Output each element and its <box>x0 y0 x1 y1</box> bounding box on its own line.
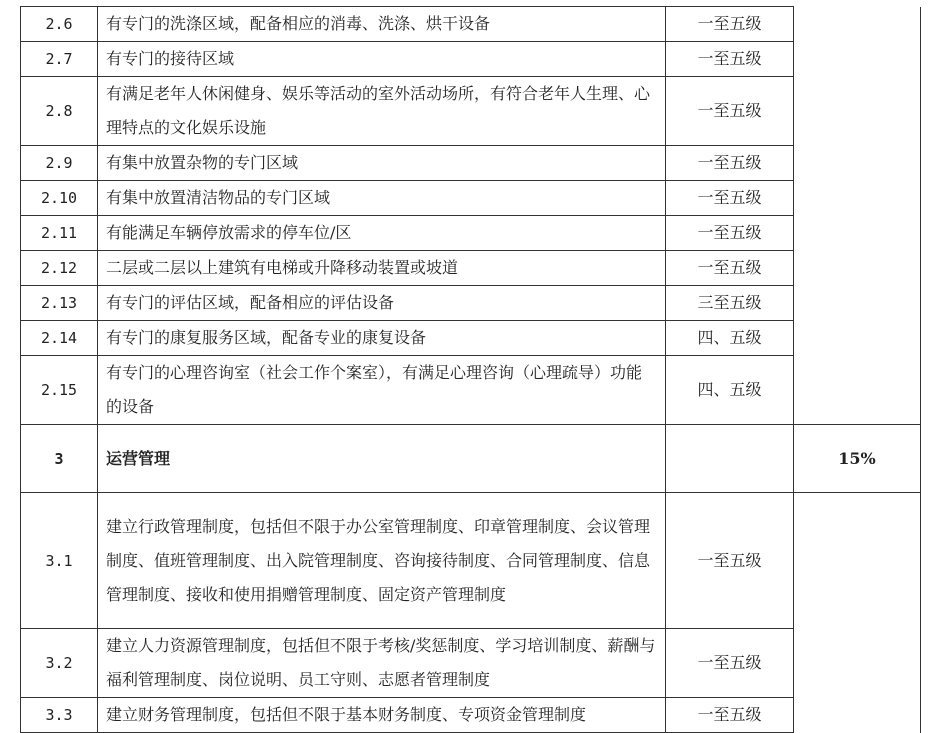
table-row <box>21 146 921 181</box>
section-row <box>21 425 921 493</box>
item-description: 建立财务管理制度，包括但不限于基本财务制度、专项资金管理制度 <box>98 698 666 733</box>
table-row <box>21 321 921 356</box>
item-number: 2.11 <box>21 216 98 251</box>
item-description: 二层或二层以上建筑有电梯或升降移动装置或坡道 <box>98 251 666 286</box>
table-row <box>21 7 921 42</box>
item-level: 一至五级 <box>666 629 794 698</box>
table-row <box>21 493 921 629</box>
item-number: 2.10 <box>21 181 98 216</box>
section-title: 运营管理 <box>98 425 666 493</box>
table-row <box>21 286 921 321</box>
item-description: 建立人力资源管理制度，包括但不限于考核/奖惩制度、学习培训制度、薪酬与福利管理制度、岗位说明、员工守则、志愿者管理制度 <box>98 629 666 698</box>
item-level: 一至五级 <box>666 216 794 251</box>
item-level: 四、五级 <box>666 356 794 425</box>
item-number: 2.8 <box>21 77 98 146</box>
table-row <box>21 77 921 146</box>
item-description: 有能满足车辆停放需求的停车位/区 <box>98 216 666 251</box>
table-row <box>21 629 921 698</box>
item-level: 一至五级 <box>666 42 794 77</box>
item-number: 3.1 <box>21 493 98 629</box>
item-number: 3.2 <box>21 629 98 698</box>
item-level: 四、五级 <box>666 321 794 356</box>
item-number: 2.14 <box>21 321 98 356</box>
item-level: 一至五级 <box>666 493 794 629</box>
table-row <box>21 698 921 733</box>
item-number: 2.7 <box>21 42 98 77</box>
weight-cell-empty <box>794 7 921 425</box>
item-level: 一至五级 <box>666 698 794 733</box>
item-number: 3.3 <box>21 698 98 733</box>
standards-table <box>20 6 921 733</box>
item-number: 2.13 <box>21 286 98 321</box>
item-description: 有专门的康复服务区域，配备专业的康复设备 <box>98 321 666 356</box>
item-description: 有集中放置杂物的专门区域 <box>98 146 666 181</box>
table-row <box>21 356 921 425</box>
weight-cell-empty <box>794 493 921 733</box>
item-description: 有专门的接待区域 <box>98 42 666 77</box>
item-description: 有集中放置清洁物品的专门区域 <box>98 181 666 216</box>
item-number: 2.15 <box>21 356 98 425</box>
table-row <box>21 216 921 251</box>
item-description: 有专门的心理咨询室（社会工作个案室），有满足心理咨询（心理疏导）功能的设备 <box>98 356 666 425</box>
section-number: 3 <box>21 425 98 493</box>
item-description: 有满足老年人休闲健身、娱乐等活动的室外活动场所，有符合老年人生理、心理特点的文化娱乐设施 <box>98 77 666 146</box>
table-row <box>21 181 921 216</box>
item-level: 三至五级 <box>666 286 794 321</box>
item-level: 一至五级 <box>666 146 794 181</box>
table-row <box>21 42 921 77</box>
table-row <box>21 251 921 286</box>
item-description: 有专门的评估区域，配备相应的评估设备 <box>98 286 666 321</box>
item-number: 2.12 <box>21 251 98 286</box>
item-level: 一至五级 <box>666 251 794 286</box>
item-level: 一至五级 <box>666 7 794 42</box>
item-number: 2.9 <box>21 146 98 181</box>
section-weight: 15% <box>794 425 921 493</box>
item-description: 建立行政管理制度，包括但不限于办公室管理制度、印章管理制度、会议管理制度、值班管理制度、出入院管理制度、咨询接待制度、合同管理制度、信息管理制度、接收和使用捐赠管理制度、固定资产管理制度 <box>98 493 666 629</box>
item-description: 有专门的洗涤区域，配备相应的消毒、洗涤、烘干设备 <box>98 7 666 42</box>
item-level: 一至五级 <box>666 181 794 216</box>
item-number: 2.6 <box>21 7 98 42</box>
section-level-empty <box>666 425 794 493</box>
item-level: 一至五级 <box>666 77 794 146</box>
